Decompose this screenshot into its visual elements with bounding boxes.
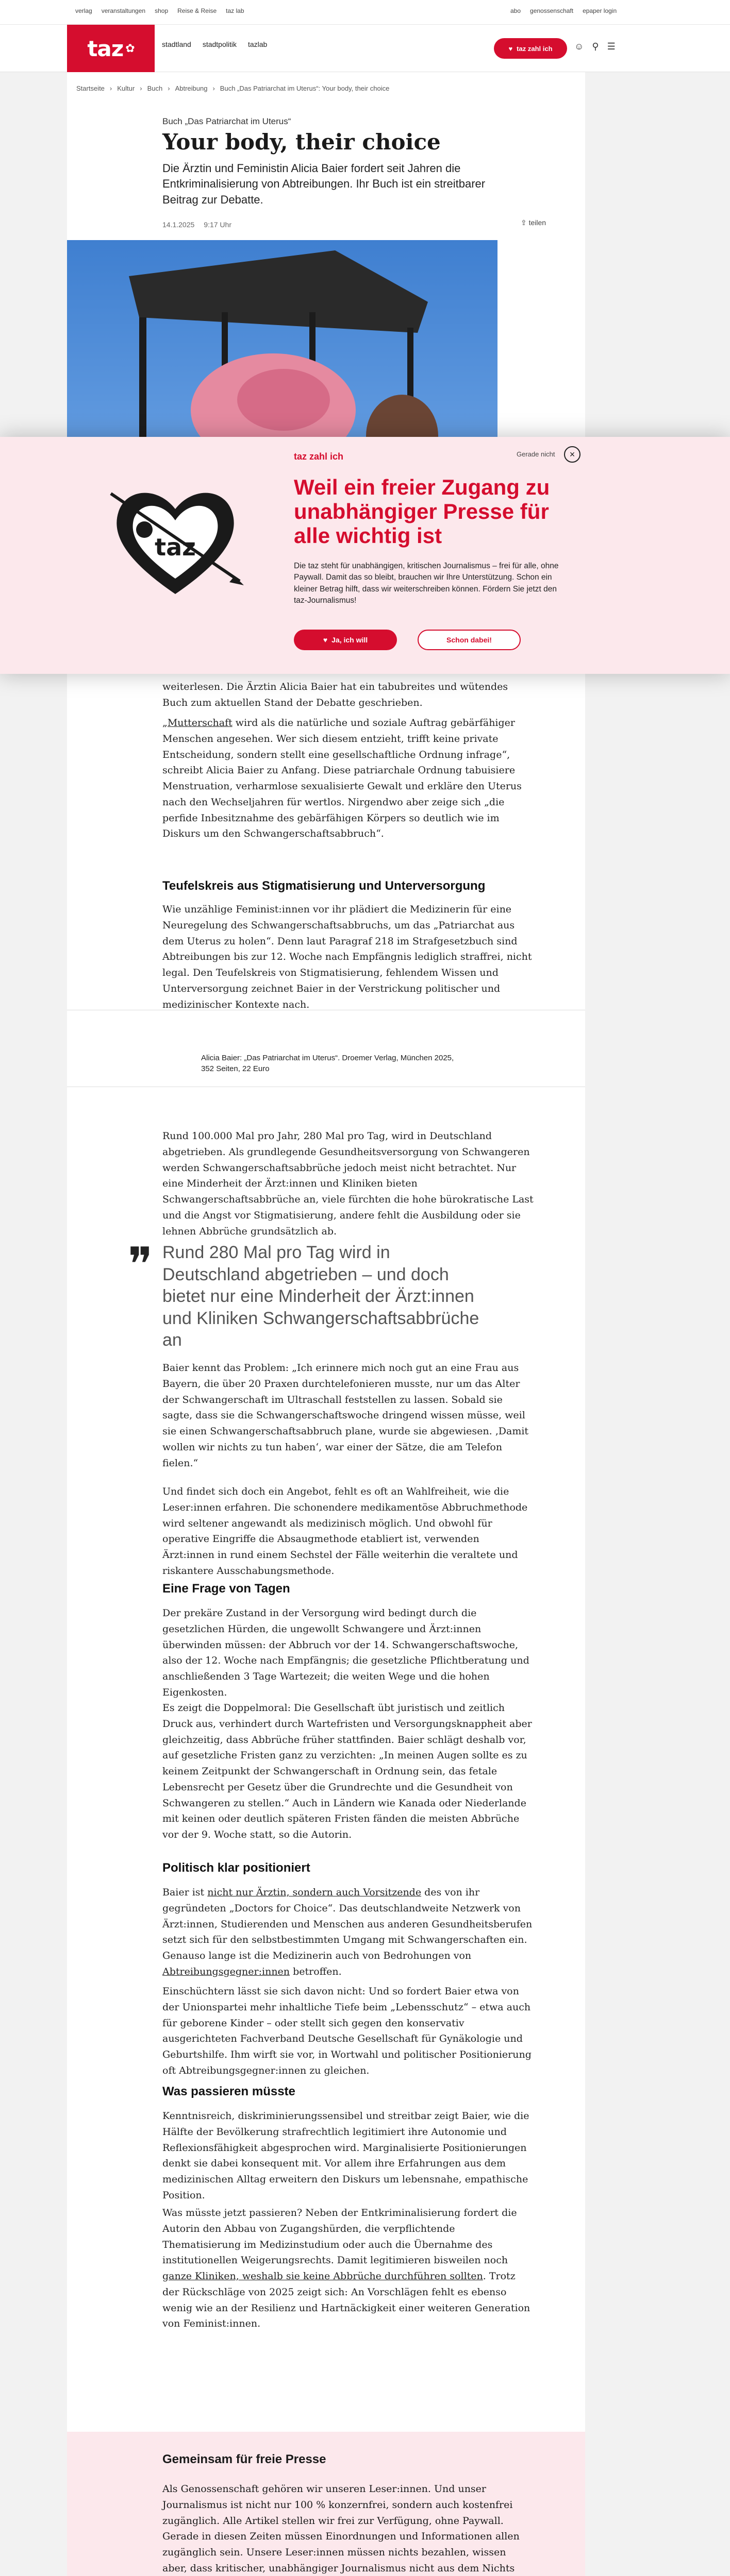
section-heading: Was passieren müsste bbox=[162, 2084, 295, 2098]
body-paragraph: Kenntnisreich, diskriminierungssensibel und streitbar zeigt Baier, wie die Hälfte der Bevölkerung strafrechtlich legitimiert ihre Autonomie und Reflexionsfähigkeit abgesprochen wird. Marginalisierte Positionierungen denkt sie dabei konsequent mit. Vor allem ihre Erfahrungen aus dem medizinischen Alltag erweitern den Diskurs um lebensnahe, empathische Position. bbox=[162, 2110, 529, 2201]
donation-box bbox=[67, 2432, 585, 2576]
user-icon[interactable]: ☺ bbox=[574, 41, 584, 52]
inline-link-abtreibungsgegner[interactable]: Abtreibungsgegner:innen bbox=[162, 1965, 290, 1977]
already-member-button[interactable]: Schon dabei! bbox=[418, 630, 521, 650]
body-text: wird als die natürliche und soziale Auftrag gebärfähiger Menschen angesehen. Wer sich diesem entzieht, trifft keine private Entscheidung, sondern stellt eine gesellschaftliche Ordnung infrage“, schreibt Alicia Baier zu Anfang. Diese patriarchale Ordnung tabuisiere Menstruation, verharmlose sexualisierte Gewalt und erkläre den Uterus nach den Wechseljahren für wertlos. Nirgendwo aber zeige sich „die perfide Inbesitznahme des gebärfähigen Körpers so deutlich wie im Diskurs um den Schwangerschaftsabbruch“. bbox=[162, 717, 522, 840]
inline-link-kliniken[interactable]: ganze Kliniken, weshalb sie keine Abbrüche durchführen sollten bbox=[162, 2270, 483, 2282]
header-icons bbox=[574, 41, 616, 52]
yes-i-want-button[interactable] bbox=[294, 630, 397, 650]
nav-item-stadtland[interactable]: stadtland bbox=[162, 40, 191, 48]
breadcrumb-sep: › bbox=[140, 84, 142, 92]
taz-zahl-ich-button[interactable] bbox=[494, 38, 567, 59]
menu-icon[interactable]: ☰ bbox=[607, 41, 616, 52]
top-link-reise[interactable]: Reise & Reise bbox=[177, 7, 217, 14]
top-link-genossenschaft[interactable]: genossenschaft bbox=[530, 7, 574, 14]
body-text: Was müsste jetzt passieren? Neben der Entkriminalisierung fordert die Autorin den Abbau von Zugangshürden, die verpflichtende Thematisierung im Medizinstudium oder auch die Übernahme des institutionellen Weigerungsrechts. Damit legitimieren bisweilen noch bbox=[162, 2207, 517, 2266]
body-paragraph: Es zeigt die Doppelmoral: Die Gesellschaft übt juristisch und zeitlich Druck aus, verhindert durch Wartefristen und Versorgungsknappheit aber gleichzeitig, dass Abbrüche früher stattfinden. Baier schlägt deshalb vor, auf gesetzliche Fristen ganz zu verzichten: „In meinen Augen sollte es zu keinem Zeitpunkt der Schwangerschaft in Ordnung sein, das fetale Lebensrecht per Gesetz über die Grundrechte und die Gesundheit von Schwangeren zu stellen.“ Auch in Ländern wie Kanada oder Niederlande mit keinen oder deutlich späteren Fristen fänden die meisten Abbrüche vor der 9. Woche statt, so die Autorin. bbox=[162, 1702, 532, 1841]
top-links-right bbox=[510, 7, 617, 14]
main-nav bbox=[162, 40, 267, 48]
overlay-text: Die taz steht für unabhängigen, kritischen Journalismus – frei für alle, ohne Paywall. Damit das so bleibt, brauchen wir Ihre Unterstützung. Schon ein kleiner Betrag hilft, dass wir weiterschreiben können. Fördern Sie jetzt den taz-Journalismus! bbox=[294, 562, 559, 605]
body-text: des von ihr gegründeten „Doctors for Choice“. Das deutschlandweite Netzwerk von Ärzt:innen, Studierenden und Menschen aus anderen Gesundheitsberufen setzt sich für den selbstbestimmten Umgang mit Schwangerschaften ein. Genauso lange ist die Medizinerin auch von Bedrohungen von bbox=[162, 1887, 533, 1962]
share-icon: ⇪ bbox=[521, 218, 529, 227]
inline-link-mutterschaft[interactable]: Mutterschaft bbox=[167, 717, 233, 728]
body-paragraph: „Mutterschaft wird als die natürliche und soziale Auftrag gebärfähiger Menschen angesehen. Wer sich diesem entzieht, trifft keine private Entscheidung, sondern stellt eine gesellschaftliche Ordnung infrage“, schreibt Alicia Baier zu Anfang. Diese patriarchale Ordnung tabuisiere Menstruation, verharmlose sexualisierte Gewalt und erkläre den Uterus nach den Wechseljahren für wertlos. Nirgendwo aber zeige sich „die perfide Inbesitznahme des gebärfähigen Körpers so deutlich wie im Diskurs um den Schwangerschaftsabbruch“. bbox=[162, 717, 522, 840]
section-heading: Eine Frage von Tagen bbox=[162, 1582, 290, 1596]
top-strip bbox=[0, 0, 730, 25]
body-paragraph: Der prekäre Zustand in der Versorgung wird bedingt durch die gesetzlichen Hürden, die ungewollt Schwangere und Ärzt:innen überwinden müssen: der Abbruch vor der 14. Schwangerschaftswoche, also der 12. Woche nach Empfängnis; die gesetzliche Pflichtberatung und anschließenden 3 Tage Wartezeit; die weiten Wege und die hohen Eigenkosten. bbox=[162, 1607, 529, 1698]
body-paragraph: Und findet sich doch ein Angebot, fehlt es oft an Wahlfreiheit, wie die Leser:innen erfahren. Die schonendere medikamentöse Abbruchmethode wird seltener angewandt als medizinisch möglich. Und obwohl für operative Eingriffe die Absaugmethode etabliert ist, verwenden Ärzt:innen in rund einem Sechstel der Fälle weiterhin die veraltete und riskantere Ausschabungsmethode. bbox=[162, 1486, 528, 1577]
body-paragraph bbox=[162, 1885, 534, 1980]
body-text: betroffen. bbox=[290, 1965, 342, 1977]
heart-icon: ♥ bbox=[508, 44, 513, 53]
top-link-veranstaltungen[interactable]: veranstaltungen bbox=[101, 7, 146, 14]
body-paragraph: Wie unzählige Feminist:innen vor ihr plädiert die Medizinerin für eine Neuregelung des Schwangerschaftsabbruchs, um das „Patriarchat aus dem Uterus zu holen“. Denn laut Paragraf 218 im Strafgesetzbuch sind Abtreibungen bis zur 12. Woche nach Empfängnis lediglich straffrei, nicht legal. Den Teufelskreis von Stigmatisierung, fehlendem Wissen und Unterversorgung zeichnet Baier in der Verstrickung politischer und medizinischer Kontexte nach. bbox=[162, 904, 532, 1010]
body-text: Baier ist bbox=[162, 1887, 208, 1898]
top-link-shop[interactable]: shop bbox=[155, 7, 169, 14]
body-paragraph bbox=[162, 2205, 534, 2332]
breadcrumb-item[interactable]: Kultur bbox=[117, 84, 135, 92]
section-heading: Politisch klar positioniert bbox=[162, 1861, 310, 1875]
body-text: . Trotz der Rückschläge von 2025 zeigt sich: An Vorschlägen fehlt es ebenso wenig wie an der Resilienz und Hartnäckigkeit einer weiteren Generation von Feminist:innen. bbox=[162, 2270, 530, 2330]
breadcrumb-sep: › bbox=[109, 84, 112, 92]
nav-item-tazlab[interactable]: tazlab bbox=[247, 40, 268, 48]
donation-text: Als Genossenschaft gehören wir unseren Leser:innen. Und unser Journalismus ist nicht nur 100 % konzernfrei, sondern auch kostenfrei zugänglich. Alle Artikel stellen wir frei zur Verfügung, ohne Paywall. Gerade in diesen Zeiten müssen Einordnungen und Informationen allen zugänglich sein. Unsere Leser:innen müssen nichts bezahlen, wissen aber, dass kritischer, unabhängiger Journalismus nicht aus dem Nichts bbox=[162, 2483, 520, 2574]
overlay-headline: Weil ein freier Zugang zu unabhängiger Presse für alle wichtig ist bbox=[294, 475, 550, 548]
article-date: 14.1.2025 bbox=[162, 221, 195, 229]
article-meta bbox=[162, 221, 231, 229]
top-links-left bbox=[75, 7, 244, 14]
breadcrumb-sep: › bbox=[168, 84, 170, 92]
taz-logo[interactable] bbox=[67, 25, 155, 72]
top-link-verlag[interactable]: verlag bbox=[75, 7, 92, 14]
book-info-box bbox=[67, 1010, 585, 1087]
top-link-abo[interactable]: abo bbox=[510, 7, 521, 14]
breadcrumb-item[interactable]: Startseite bbox=[76, 84, 105, 92]
share-link[interactable] bbox=[521, 218, 546, 227]
section-heading: Teufelskreis aus Stigmatisierung und Unterversorgung bbox=[162, 879, 486, 893]
pull-quote: Rund 280 Mal pro Tag wird in Deutschland abgetrieben – und doch bietet nur eine Minderheit der Ärzt:innen und Kliniken Schwangerschaftsabbrüche an bbox=[162, 1243, 479, 1350]
article-time: 9:17 Uhr bbox=[204, 221, 231, 229]
search-icon[interactable]: ⚲ bbox=[592, 41, 599, 52]
heart-icon: ♥ bbox=[323, 636, 328, 644]
breadcrumb-sep: › bbox=[212, 84, 215, 92]
body-paragraph: weiterlesen. Die Ärztin Alicia Baier hat ein tabubreites und wütendes Buch zum aktuellen Stand der Debatte geschrieben. bbox=[162, 681, 508, 708]
page-title: Your body, their choice bbox=[162, 129, 441, 155]
breadcrumb-item[interactable]: Abtreibung bbox=[175, 84, 208, 92]
quote-icon: ❞ bbox=[128, 1238, 153, 1292]
article-kicker: Buch „Das Patriarchat im Uterus“ bbox=[162, 116, 291, 126]
logo-paw-icon: ✿ bbox=[125, 42, 135, 55]
breadcrumb bbox=[76, 84, 389, 92]
logo-text: taz bbox=[87, 36, 124, 61]
overlay-brand: taz zahl ich bbox=[294, 451, 344, 462]
body-paragraph: Einschüchtern lässt sie sich davon nicht: Und so fordert Baier etwa von der Unionspartei mehr inhaltliche Tiefe beim „Lebensschutz“ – etwa auch für geborene Kinder – oder stellt sich gegen den konservativ ausgerichteten Fachverband Deutsche Gesellschaft für Gynäkologie und Geburtshilfe. Ihm wirft sie vor, in Wortwahl und politischer Positionierung oft Abtreibungsgegner:innen zu gleichen. bbox=[162, 1986, 532, 2076]
top-link-tazlab[interactable]: taz lab bbox=[226, 7, 244, 14]
not-now-link[interactable]: Gerade nicht bbox=[517, 450, 555, 458]
article-lead: Die Ärztin und Feministin Alicia Baier fordert seit Jahren die Entkriminalisierung von Abtreibungen. Ihr Buch ist ein streitbarer Beitrag zur Debatte. bbox=[162, 162, 486, 206]
top-link-epaper[interactable]: epaper login bbox=[583, 7, 617, 14]
inline-link-vorsitzende[interactable]: nicht nur Ärztin, sondern auch Vorsitzende bbox=[207, 1887, 422, 1898]
yes-label: Ja, ich will bbox=[331, 636, 368, 644]
nav-item-stadtpolitik[interactable]: stadtpolitik bbox=[202, 40, 237, 48]
donation-title: Gemeinsam für freie Presse bbox=[162, 2452, 326, 2466]
breadcrumb-current: Buch „Das Patriarchat im Uterus“: Your body, their choice bbox=[220, 84, 390, 92]
book-info: Alicia Baier: „Das Patriarchat im Uterus“. Droemer Verlag, München 2025, 352 Seiten, 22 Euro bbox=[201, 1054, 454, 1073]
body-paragraph: Baier kennt das Problem: „Ich erinnere mich noch gut an eine Frau aus Bayern, die über 20 Praxen durchtelefonieren musste, nur um das Alter der Schwangerschaft im Ultraschall feststellen zu lassen. Sobald sie sagte, dass sie die Schwangerschaftswoche dringend wissen müsse, weil sie einen Schwangerschaftsabbruch plane, wurde sie abgewiesen. ‚Damit wollen wir nichts zu tun haben‘, war einer der Sätze, die am Telefon fielen.“ bbox=[162, 1362, 529, 1469]
close-icon[interactable]: × bbox=[564, 446, 580, 463]
cta-label: taz zahl ich bbox=[517, 44, 553, 53]
svg-text:taz: taz bbox=[155, 533, 196, 561]
taz-heart-illustration bbox=[106, 473, 245, 607]
donation-overlay bbox=[0, 437, 730, 674]
site-header bbox=[0, 25, 730, 72]
share-label: teilen bbox=[528, 218, 546, 227]
breadcrumb-item[interactable]: Buch bbox=[147, 84, 163, 92]
body-paragraph: Rund 100.000 Mal pro Jahr, 280 Mal pro Tag, wird in Deutschland abgetrieben. Als grundlegende Gesundheitsversorgung von Schwangeren werden Schwangerschaftsabbrüche jedoch meist nicht betrachtet. Nur eine Minderheit der Ärzt:innen und Kliniken bieten Schwangerschaftsabbrüche an, viele fürchten die hohe bürokratische Last und die Angst vor Stigmatisierung, andere fehlt die Ausbildung oder sie lehnen Abbrüche grundsätzlich ab. bbox=[162, 1130, 534, 1237]
